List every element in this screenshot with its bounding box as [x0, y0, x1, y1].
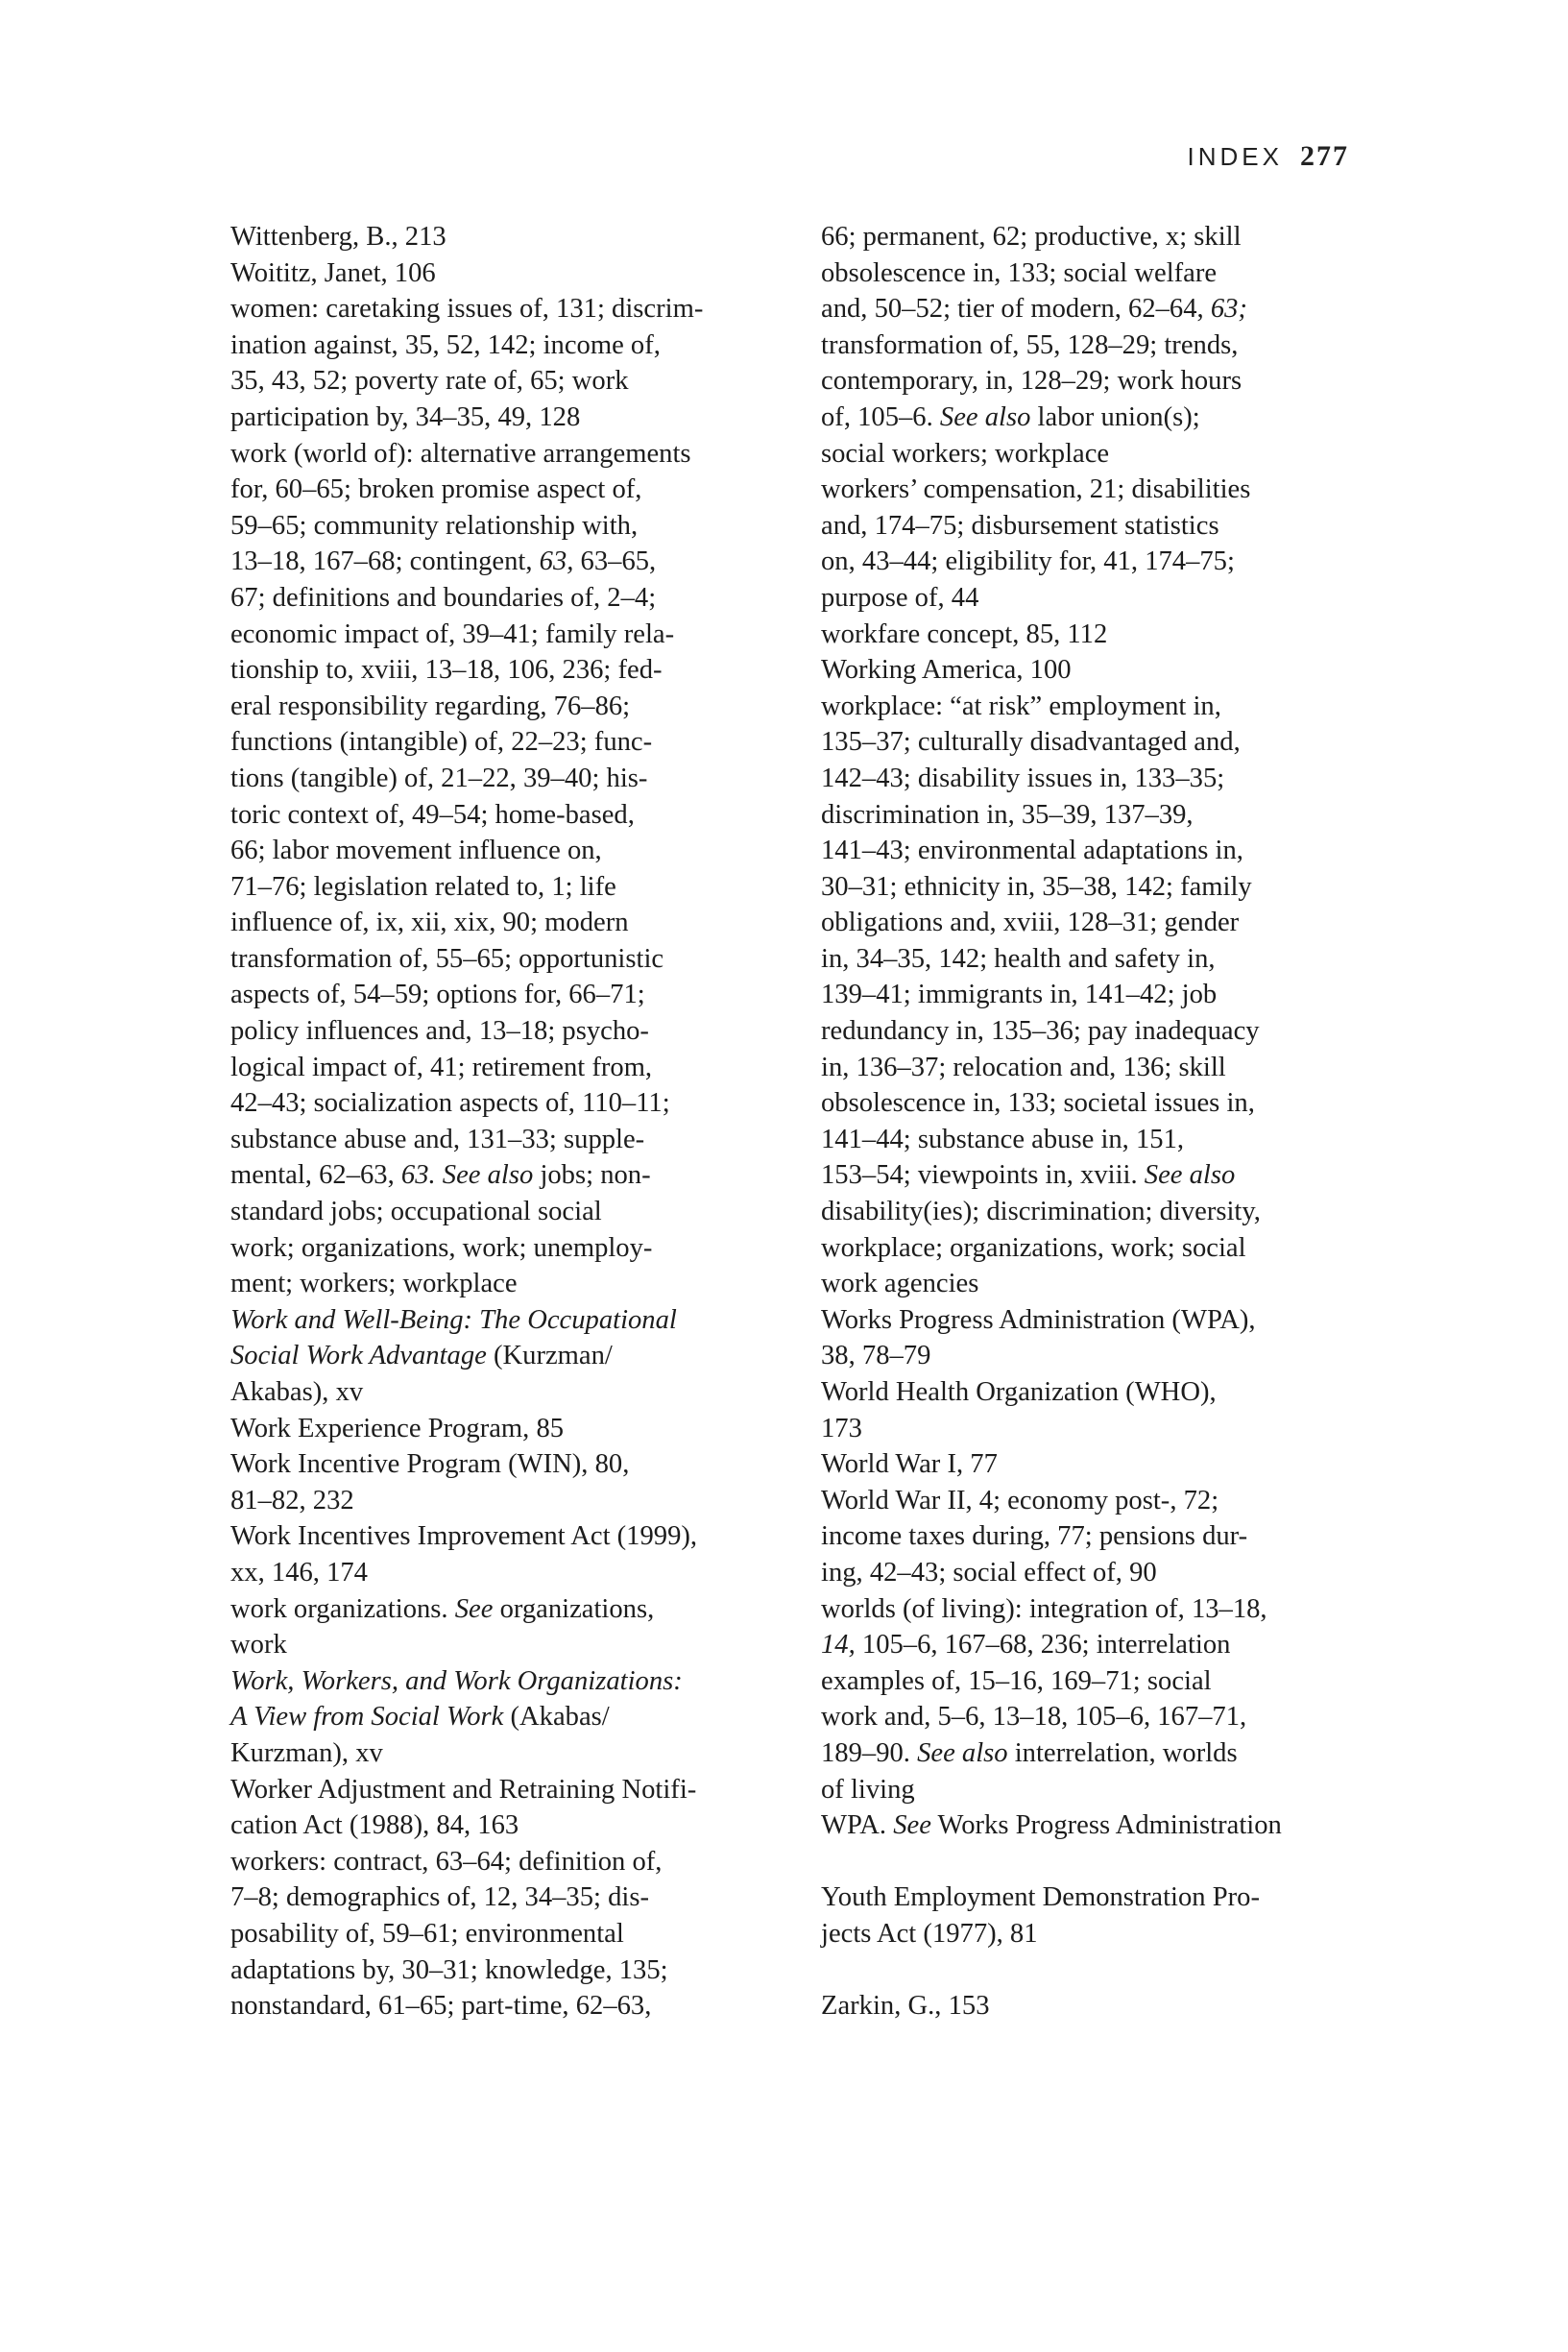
index-entry: [230, 291, 763, 435]
text-segment: work organizations.: [230, 1593, 455, 1624]
index-entry-line: [230, 1013, 763, 1050]
text-segment: 13–18, 167–68; contingent,: [230, 546, 540, 577]
index-entry-line: [230, 1772, 763, 1808]
text-segment: jobs; non-: [533, 1160, 651, 1191]
index-entry-line: [230, 1194, 763, 1230]
text-segment: purpose of, 44: [821, 582, 979, 613]
text-segment: of, 105–6.: [821, 401, 940, 432]
index-entry-line: [230, 617, 763, 653]
index-entry: [230, 219, 763, 255]
italic-segment: 63,: [539, 546, 574, 577]
italic-segment: Social Work Advantage: [230, 1341, 487, 1371]
index-entry-line: [821, 761, 1344, 797]
index-entry: [230, 255, 763, 292]
text-segment: 105–6, 167–68, 236; interrelation: [855, 1630, 1231, 1661]
italic-segment: See also: [442, 1160, 534, 1191]
index-entry-line: [821, 1338, 1344, 1374]
text-segment: Youth Employment Demonstration Pro-: [821, 1882, 1260, 1913]
index-entry-line: [230, 255, 763, 292]
index-entry-line: [821, 255, 1344, 292]
index-entry-line: [230, 1518, 763, 1555]
index-entry-line: [230, 905, 763, 941]
index-entry-line: [230, 508, 763, 545]
text-segment: 141–44; substance abuse in, 151,: [821, 1124, 1185, 1154]
index-entry: [821, 1879, 1344, 1952]
text-segment: interrelation, worlds: [1007, 1737, 1238, 1768]
text-segment: work; organizations, work; unemploy-: [230, 1232, 653, 1263]
text-segment: workfare concept, 85, 112: [821, 618, 1108, 649]
text-segment: nonstandard, 61–65; part-time, 62–63,: [230, 1991, 652, 2022]
text-segment: disability(ies); discrimination; diversity,: [821, 1197, 1261, 1227]
text-segment: obligations and, xviii, 128–31; gender: [821, 908, 1240, 938]
index-entry-line: [230, 472, 763, 508]
text-segment: jects Act (1977), 81: [821, 1918, 1038, 1949]
index-entry-line: [230, 580, 763, 617]
text-segment: [436, 1160, 443, 1190]
index-entry-line: [230, 761, 763, 797]
index-entry-line: [230, 689, 763, 725]
text-segment: 153–54; viewpoints in, xviii.: [821, 1160, 1145, 1191]
index-entry: [821, 1807, 1344, 1844]
text-segment: 142–43; disability issues in, 133–35;: [821, 763, 1225, 793]
index-entry: [821, 652, 1344, 689]
index-entry: [821, 617, 1344, 653]
text-segment: transformation of, 55, 128–29; trends,: [821, 329, 1239, 360]
text-segment: 35, 43, 52; poverty rate of, 65; work: [230, 366, 629, 397]
text-segment: aspects of, 54–59; options for, 66–71;: [230, 980, 645, 1010]
text-segment: WPA.: [821, 1810, 894, 1841]
text-segment: in, 34–35, 142; health and safety in,: [821, 943, 1216, 974]
text-segment: influence of, ix, xii, xix, 90; modern: [230, 908, 629, 938]
index-entry-line: [230, 1302, 763, 1339]
text-segment: work agencies: [821, 1269, 979, 1299]
index-entry-line: [821, 472, 1344, 508]
index-entry-line: [230, 436, 763, 473]
index-entry-line: [821, 1663, 1344, 1700]
italic-segment: See also: [939, 401, 1031, 432]
text-segment: 81–82, 232: [230, 1485, 354, 1515]
index-entry: [821, 689, 1344, 1302]
index-entry: [230, 1411, 763, 1447]
text-segment: standard jobs; occupational social: [230, 1197, 602, 1227]
index-entry-line: [821, 508, 1344, 545]
text-segment: and, 174–75; disbursement statistics: [821, 510, 1219, 541]
index-entry-line: [230, 1844, 763, 1880]
index-entry-line: [230, 797, 763, 834]
text-segment: ment; workers; workplace: [230, 1269, 518, 1299]
index-entry: [230, 1663, 763, 1772]
text-segment: Zarkin, G., 153: [821, 1991, 990, 2022]
text-segment: 66; labor movement influence on,: [230, 836, 602, 866]
index-entry-line: [230, 941, 763, 978]
index-entry-line: [230, 1952, 763, 1989]
text-segment: adaptations by, 30–31; knowledge, 135;: [230, 1954, 668, 1985]
text-segment: workplace: “at risk” employment in,: [821, 691, 1221, 721]
text-segment: work and, 5–6, 13–18, 105–6, 167–71,: [821, 1702, 1247, 1733]
index-entry-line: [230, 1122, 763, 1158]
index-entry-line: [230, 219, 763, 255]
index-entry-line: [821, 580, 1344, 617]
index-entry-line: [821, 617, 1344, 653]
text-segment: toric context of, 49–54; home-based,: [230, 799, 635, 830]
index-entry-line: [821, 291, 1344, 327]
index-entry-line: [821, 1591, 1344, 1628]
index-entry-line: [821, 1050, 1344, 1086]
index-entry: [230, 436, 763, 1302]
index-entry-line: [821, 1446, 1344, 1483]
italic-segment: A View from Social Work: [230, 1702, 504, 1733]
text-segment: obsolescence in, 133; societal issues in,: [821, 1088, 1255, 1119]
text-segment: organizations,: [493, 1593, 655, 1624]
index-entry: [230, 1302, 763, 1411]
index-entry-line: [821, 1518, 1344, 1555]
text-segment: work: [230, 1630, 287, 1661]
text-segment: (Kurzman/: [486, 1341, 613, 1371]
text-segment: tions (tangible) of, 21–22, 39–40; his-: [230, 763, 648, 793]
text-segment: 141–43; environmental adaptations in,: [821, 836, 1243, 866]
index-entry-line: [821, 219, 1344, 255]
index-entry-line: [230, 1591, 763, 1628]
italic-segment: 63.: [400, 1160, 436, 1191]
text-segment: examples of, 15–16, 169–71; social: [821, 1665, 1212, 1696]
index-entry: [230, 1844, 763, 2025]
index-entry-line: [230, 1879, 763, 1916]
text-segment: 173: [821, 1413, 862, 1443]
text-segment: participation by, 34–35, 49, 128: [230, 401, 581, 432]
index-entry-line: [230, 1735, 763, 1772]
index-entry-line: [821, 1085, 1344, 1122]
index-entry-line: [821, 1772, 1344, 1808]
index-entry-line: [230, 1411, 763, 1447]
text-segment: 66; permanent, 62; productive, x; skill: [821, 222, 1242, 252]
text-segment: of living: [821, 1774, 915, 1805]
index-entry-line: [821, 652, 1344, 689]
index-entry-line: [230, 1050, 763, 1086]
text-segment: Worker Adjustment and Retraining Notifi-: [230, 1774, 697, 1805]
text-segment: and, 50–52; tier of modern, 62–64,: [821, 294, 1211, 325]
text-segment: Woititz, Janet, 106: [230, 257, 436, 288]
index-entry-line: [230, 1266, 763, 1302]
index-entry-line: [821, 1916, 1344, 1952]
index-entry-line: [821, 1230, 1344, 1267]
index-entry: [821, 1483, 1344, 1591]
text-segment: ination against, 35, 52, 142; income of,: [230, 329, 661, 360]
index-entry-line: [821, 400, 1344, 436]
index-entry-line: [230, 1807, 763, 1844]
text-segment: (Akabas/: [503, 1702, 610, 1733]
index-entry-line: [821, 327, 1344, 364]
text-segment: Wittenberg, B., 213: [230, 222, 446, 252]
text-segment: Works Progress Administration: [930, 1810, 1282, 1841]
index-entry-line: [230, 1663, 763, 1700]
index-entry-line: [230, 1374, 763, 1411]
index-entry-line: [230, 1916, 763, 1952]
text-segment: policy influences and, 13–18; psycho-: [230, 1016, 649, 1047]
text-segment: Work Incentive Program (WIN), 80,: [230, 1449, 630, 1480]
section-title: INDEX: [1187, 142, 1283, 171]
text-segment: substance abuse and, 131–33; supple-: [230, 1124, 645, 1154]
text-segment: income taxes during, 77; pensions dur-: [821, 1521, 1248, 1552]
index-entry-line: [230, 291, 763, 327]
index-entry-line: [821, 977, 1344, 1013]
italic-segment: See also: [1144, 1160, 1236, 1191]
index-entry-line: [230, 833, 763, 869]
running-head: [1188, 140, 1349, 173]
index-entry-line: [821, 1302, 1344, 1339]
index-entry-line: [230, 652, 763, 689]
index-entry: [821, 1446, 1344, 1483]
text-segment: 139–41; immigrants in, 141–42; job: [821, 980, 1218, 1010]
index-entry: [821, 1591, 1344, 1808]
text-segment: redundancy in, 135–36; pay inadequacy: [821, 1016, 1260, 1047]
index-entry-line: [230, 1157, 763, 1194]
index-entry-line: [821, 1879, 1344, 1916]
text-segment: functions (intangible) of, 22–23; func-: [230, 727, 653, 758]
index-entry: [230, 1518, 763, 1590]
index-entry-line: [821, 941, 1344, 978]
text-segment: workers: contract, 63–64; definition of,: [230, 1846, 663, 1877]
index-entry-line: [821, 1988, 1344, 2025]
text-segment: ing, 42–43; social effect of, 90: [821, 1557, 1157, 1588]
text-segment: Working America, 100: [821, 655, 1072, 686]
index-entry-line: [230, 869, 763, 906]
index-entry-line: [230, 1085, 763, 1122]
text-segment: workplace; organizations, work; social: [821, 1232, 1246, 1263]
index-entry-line: [230, 1988, 763, 2025]
index-entry: [821, 472, 1344, 616]
text-segment: transformation of, 55–65; opportunistic: [230, 943, 664, 974]
index-entry-line: [230, 363, 763, 400]
text-segment: discrimination in, 35–39, 137–39,: [821, 799, 1194, 830]
italic-segment: See: [893, 1810, 931, 1841]
index-entry: [230, 1591, 763, 1663]
index-entry-line: [821, 1194, 1344, 1230]
italic-segment: Work, Workers, and Work Organizations:: [230, 1665, 683, 1696]
text-segment: eral responsibility regarding, 76–86;: [230, 691, 631, 721]
italic-segment: Work and Well-Being: The Occupational: [230, 1304, 677, 1335]
text-segment: mental, 62–63,: [230, 1160, 401, 1191]
text-segment: Works Progress Administration (WPA),: [821, 1304, 1256, 1335]
text-segment: xx, 146, 174: [230, 1557, 368, 1588]
index-column-left: [230, 219, 763, 2025]
text-segment: 42–43; socialization aspects of, 110–11;: [230, 1088, 670, 1119]
text-segment: Kurzman), xv: [230, 1737, 383, 1768]
index-entry-line: [821, 1735, 1344, 1772]
text-segment: tionship to, xviii, 13–18, 106, 236; fed-: [230, 655, 663, 686]
text-segment: 30–31; ethnicity in, 35–38, 142; family: [821, 871, 1252, 902]
index-entry-line: [230, 1555, 763, 1591]
index-entry-line: [821, 689, 1344, 725]
text-segment: worlds (of living): integration of, 13–18,: [821, 1593, 1267, 1624]
text-segment: 7–8; demographics of, 12, 34–35; dis-: [230, 1882, 649, 1913]
index-entry-line: [821, 1411, 1344, 1447]
index-entry-line: [230, 977, 763, 1013]
index-entry-line: [230, 724, 763, 761]
index-entry-line: [821, 1699, 1344, 1735]
index-entry-line: [821, 1807, 1344, 1844]
index-entry-line: [821, 436, 1344, 473]
text-segment: contemporary, in, 128–29; work hours: [821, 366, 1242, 397]
index-entry-line: [821, 1122, 1344, 1158]
index-entry-line: [821, 869, 1344, 906]
index-entry-line: [230, 544, 763, 580]
text-segment: social workers; workplace: [821, 438, 1110, 469]
index-entry-line: [821, 905, 1344, 941]
index-entry-line: [821, 1013, 1344, 1050]
text-segment: on, 43–44; eligibility for, 41, 174–75;: [821, 546, 1235, 577]
index-entry-continued: [821, 219, 1344, 472]
index-entry-line: [821, 797, 1344, 834]
text-segment: women: caretaking issues of, 131; discrim-: [230, 294, 704, 325]
letter-group-gap: [821, 1844, 1344, 1880]
index-entry: [821, 1302, 1344, 1374]
text-segment: logical impact of, 41; retirement from,: [230, 1052, 653, 1082]
text-segment: 135–37; culturally disadvantaged and,: [821, 727, 1241, 758]
text-segment: World War I, 77: [821, 1449, 998, 1480]
index-entry-line: [821, 544, 1344, 580]
index-entry-line: [230, 1230, 763, 1267]
text-segment: for, 60–65; broken promise aspect of,: [230, 474, 642, 505]
index-entry-line: [821, 1266, 1344, 1302]
text-segment: Work Incentives Improvement Act (1999),: [230, 1521, 698, 1552]
index-entry: [230, 1446, 763, 1518]
text-segment: World War II, 4; economy post-, 72;: [821, 1485, 1219, 1515]
text-segment: in, 136–37; relocation and, 136; skill: [821, 1052, 1226, 1082]
index-entry-line: [230, 1627, 763, 1663]
index-entry-line: [821, 1555, 1344, 1591]
italic-segment: See also: [917, 1737, 1008, 1768]
italic-segment: 14,: [821, 1630, 856, 1661]
index-entry: [230, 1772, 763, 1844]
index-entry-line: [230, 1446, 763, 1483]
text-segment: economic impact of, 39–41; family rela-: [230, 618, 675, 649]
index-entry-line: [821, 1157, 1344, 1194]
index-entry-line: [821, 1483, 1344, 1519]
text-segment: work (world of): alternative arrangements: [230, 438, 691, 469]
text-segment: 59–65; community relationship with,: [230, 510, 639, 541]
index-column-right: [821, 219, 1344, 2025]
page-number: 277: [1300, 140, 1349, 172]
index-entry-line: [230, 1483, 763, 1519]
text-segment: World Health Organization (WHO),: [821, 1377, 1217, 1407]
text-segment: 189–90.: [821, 1737, 918, 1768]
text-segment: cation Act (1988), 84, 163: [230, 1810, 519, 1841]
text-segment: labor union(s);: [1030, 401, 1200, 432]
text-segment: 63–65,: [573, 546, 657, 577]
letter-group-gap: [821, 1952, 1344, 1989]
index-entry: [821, 1374, 1344, 1446]
text-segment: posability of, 59–61; environmental: [230, 1918, 624, 1949]
index-entry-line: [821, 1627, 1344, 1663]
index-entry-line: [230, 400, 763, 436]
index-entry-line: [230, 327, 763, 364]
text-segment: workers’ compensation, 21; disabilities: [821, 474, 1251, 505]
text-segment: 67; definitions and boundaries of, 2–4;: [230, 582, 657, 613]
index-entry-line: [821, 363, 1344, 400]
index-entry-line: [821, 1374, 1344, 1411]
index-entry: [821, 1988, 1344, 2025]
index-entry-line: [821, 724, 1344, 761]
text-segment: obsolescence in, 133; social welfare: [821, 257, 1218, 288]
index-entry-line: [230, 1699, 763, 1735]
italic-segment: See: [454, 1593, 494, 1624]
index-entry-line: [230, 1338, 763, 1374]
text-segment: Akabas), xv: [230, 1377, 364, 1407]
italic-segment: 63;: [1210, 294, 1247, 325]
text-segment: 38, 78–79: [821, 1341, 931, 1371]
text-segment: Work Experience Program, 85: [230, 1413, 565, 1443]
index-entry-line: [821, 833, 1344, 869]
text-segment: 71–76; legislation related to, 1; life: [230, 871, 616, 902]
